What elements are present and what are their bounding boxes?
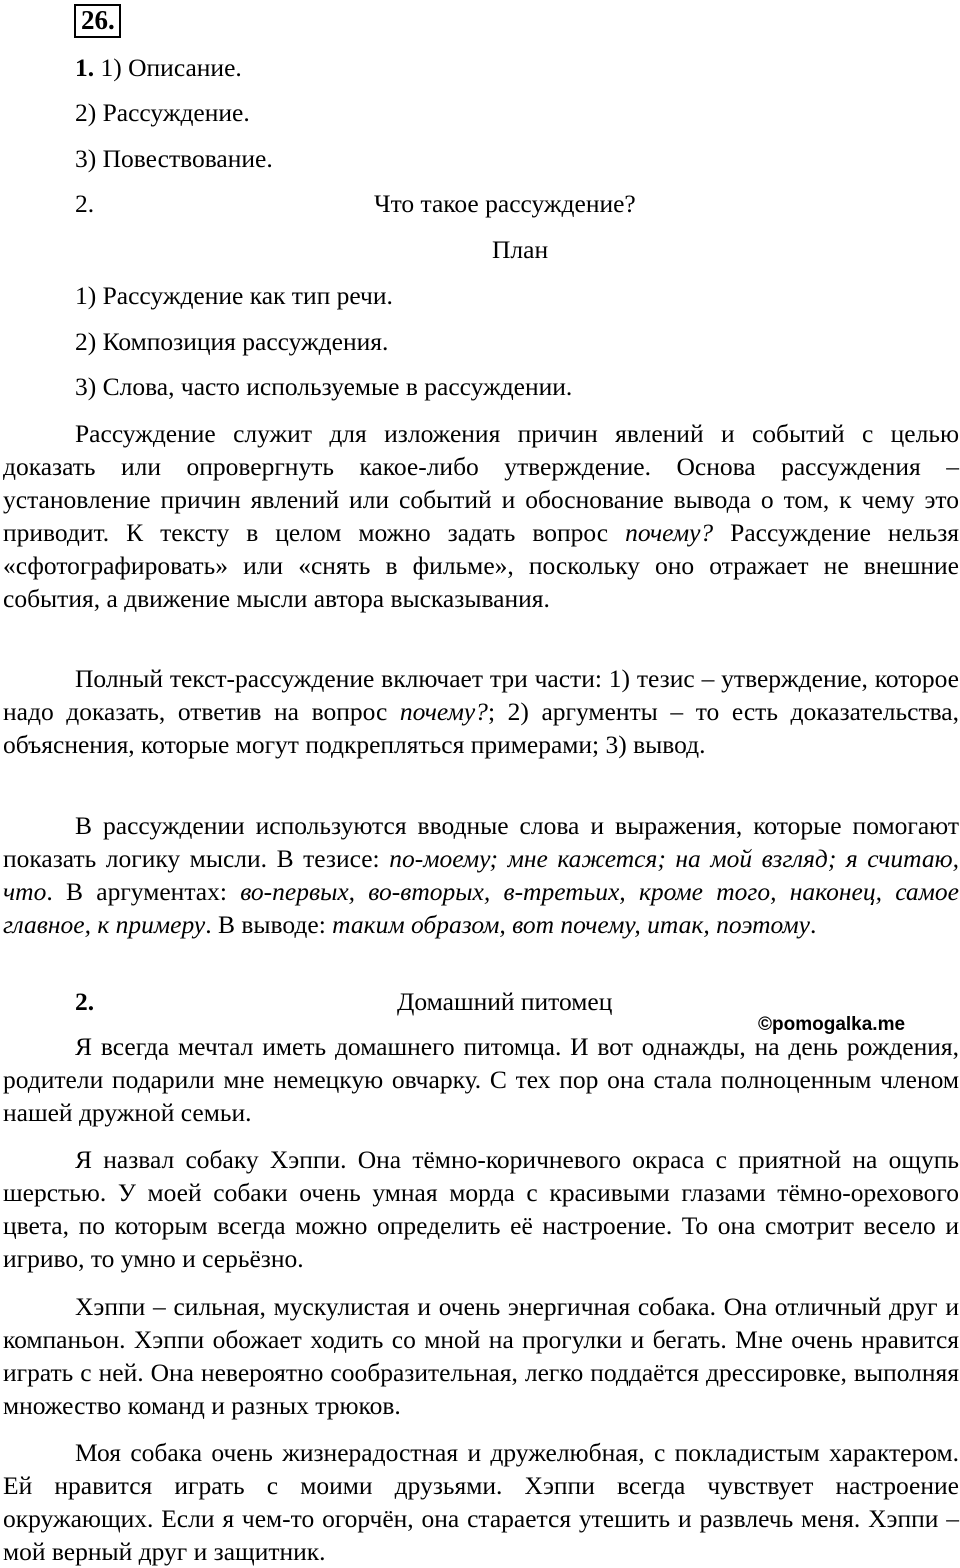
section1-item-1-text: 1) Описание. <box>100 53 242 82</box>
task-number: 26. <box>74 4 121 38</box>
section2-title: Что такое рассуждение? <box>374 189 636 218</box>
section3-title: Домашний питомец <box>397 987 613 1016</box>
section1-num: 1. <box>75 53 95 82</box>
paragraph-reasoning-definition: Рассуждение служит для изложения причин явлений и событий с целью доказать или опровергнуть какое-либо утверждение. Основа рассуждения – установление причин явлений или событий и обоснование вывода о том, к чему это приводит. К тексту в целом можно задать вопрос почему? Рассуждение нельзя «сфотографировать» или «снять в фильме», поскольку оно отражает не внешние события, а движение мысли автора высказывания. <box>3 419 960 613</box>
paragraph-reasoning-parts: Полный текст-рассуждение включает три части: 1) тезис – утверждение, которое надо доказать, ответив на вопрос почему?; 2) аргументы – то есть доказательства, объяснения, которые могут подкрепляться примерами; 3) вывод. <box>3 664 960 759</box>
paragraph-pet-4: Моя собака очень жизнерадостная и дружелюбная, с покладистым характером. Ей нравится играть с моими друзьями. Хэппи всегда чувствует настроение окружающих. Если я чем-то огорчён, она старается утешить и развлечь меня. Хэппи – мой верный друг и защитник. <box>3 1438 959 1566</box>
section3-num: 2. <box>75 987 95 1016</box>
plan-item-1: 1) Рассуждение как тип речи. <box>75 281 393 310</box>
plan-item-3: 3) Слова, часто используемые в рассуждении. <box>75 372 573 401</box>
paragraph-pet-1: Я всегда мечтал иметь домашнего питомца. И вот однажды, на день рождения, родители подарили мне немецкую овчарку. С тех пор она стала полноценным членом нашей дружной семьи. <box>3 1032 959 1127</box>
section1-item-1 <box>75 51 242 84</box>
section2-num: 2. <box>75 189 95 218</box>
paragraph-pet-2: Я назвал собаку Хэппи. Она тёмно-коричневого окраса с приятной на ощупь шерстью. У моей собаки очень умная морда с красивыми глазами тёмно-орехового цвета, по которым всегда можно определить её настроение. То она смотрит весело и игриво, то умно и серьёзно. <box>3 1145 959 1273</box>
plan-heading: План <box>492 235 549 264</box>
section1-item-3: 3) Повествование. <box>75 144 273 173</box>
paragraph-introductory-words: В рассуждении используются вводные слова и выражения, которые помогают показать логику мысли. В тезисе: по-моему; мне кажется; на мой взгляд; я считаю, что. В аргументах: во-первых, во-вторых, в-третьих, кроме того, наконец, самое главное, к примеру. В выводе: таким образом, вот почему, итак, поэтому. <box>3 811 960 939</box>
paragraph-pet-3: Хэппи – сильная, мускулистая и очень энергичная собака. Она отличный друг и компаньон. Хэппи обожает ходить со мной на прогулки и бегать. Мне очень нравится играть с ней. Она невероятно сообразительная, легко поддаётся дрессировке, выполняя множество команд и разных трюков. <box>3 1292 959 1420</box>
section1-item-2: 2) Рассуждение. <box>75 98 250 127</box>
watermark: ©pomogalka.me <box>758 1014 906 1035</box>
plan-item-2: 2) Композиция рассуждения. <box>75 327 389 356</box>
